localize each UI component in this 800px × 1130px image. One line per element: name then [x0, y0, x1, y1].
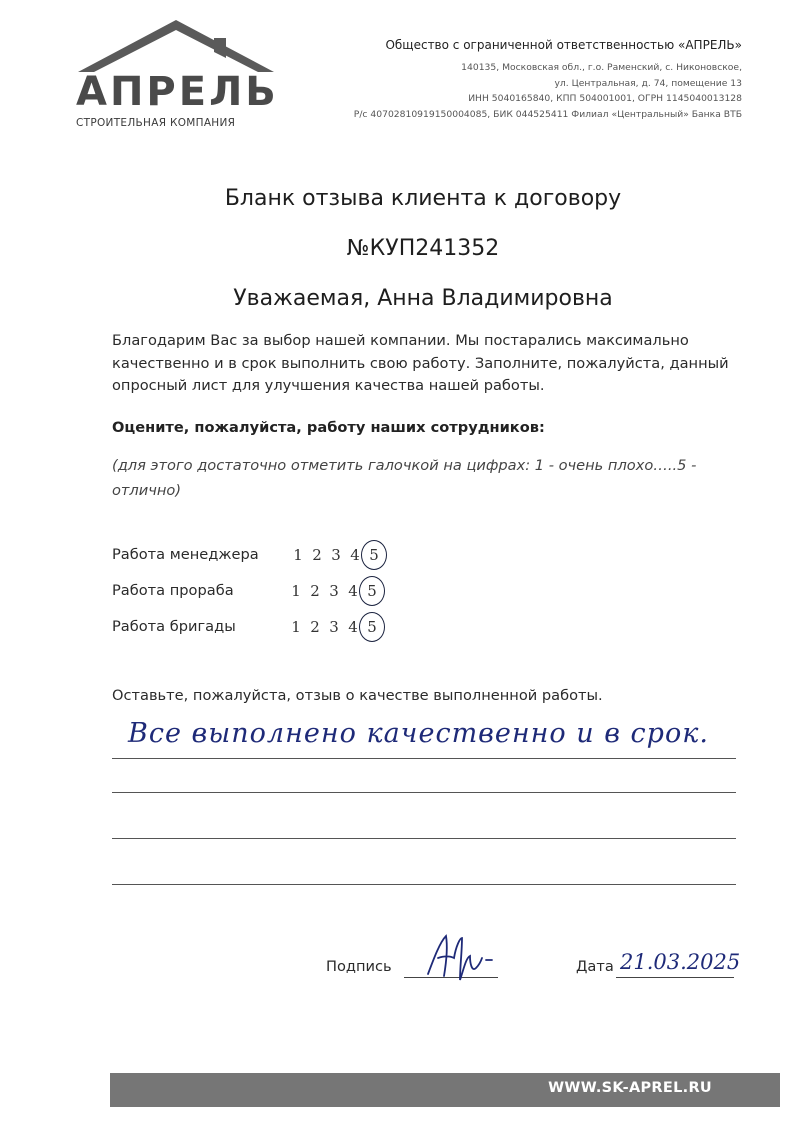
ids-line: ИНН 5040165840, КПП 504001001, ОГРН 1145040013128 [468, 93, 742, 104]
bank-line: Р/с 40702810919150004085, БИК 044525411 Филиал «Центральный» Банка ВТБ [353, 108, 742, 120]
review-prompt: Оставьте, пожалуйста, отзыв о качестве выполненной работы. [112, 687, 603, 704]
address-line-1: 140135, Московская обл., г.о. Раменский, с. Никоновское, [461, 62, 742, 73]
rating-heading: Оцените, пожалуйста, работу наших сотрудников: [112, 419, 545, 436]
website-link[interactable]: WWW.SK-APREL.RU [548, 1080, 712, 1096]
rating-option-5-selected[interactable]: 5 [367, 582, 377, 600]
review-text[interactable]: Все выполнено качественно и в срок. [128, 718, 709, 749]
review-line-4 [112, 884, 736, 885]
rating-option-1[interactable]: 1 [291, 618, 301, 636]
date-label: Дата [576, 958, 614, 975]
rating-label: Работа менеджера [112, 546, 259, 563]
rating-option-2[interactable]: 2 [310, 618, 320, 636]
handwritten-signature [420, 928, 510, 988]
form-title: Бланк отзыва клиента к договору [224, 186, 622, 211]
rating-label: Работа бригады [112, 618, 236, 635]
rating-option-5-selected[interactable]: 5 [369, 546, 379, 564]
rating-label: Работа прораба [112, 582, 234, 599]
company-name: Общество с ограниченной ответственностью «АПРЕЛЬ» [385, 38, 742, 52]
intro-paragraph: Благодарим Вас за выбор нашей компании. Мы постарались максимально качественно и в срок выполнить свою работу. Заполните, пожалуйста, данный опросный лист для улучшения качества нашей работы. [112, 332, 729, 394]
contract-number: №КУП241352 [346, 236, 500, 261]
rating-hint: (для этого достаточно отметить галочкой на цифрах: 1 - очень плохо…..5 - отлично) [112, 457, 697, 499]
address-line-2: ул. Центральная, д. 74, помещение 13 [554, 77, 742, 89]
rating-option-4[interactable]: 4 [348, 582, 358, 600]
rating-option-2[interactable]: 2 [310, 582, 320, 600]
company-logo [76, 14, 279, 129]
rating-option-4[interactable]: 4 [350, 546, 360, 564]
rating-option-4[interactable]: 4 [348, 618, 358, 636]
greeting: Уважаемая, Анна Владимировна [233, 286, 613, 311]
company-requisites [272, 38, 742, 122]
review-line-3 [112, 838, 736, 839]
signature-label: Подпись [326, 958, 392, 975]
rating-option-3[interactable]: 3 [331, 546, 341, 564]
rating-option-5-selected[interactable]: 5 [367, 618, 377, 636]
review-line-2 [112, 792, 736, 793]
rating-option-3[interactable]: 3 [329, 618, 339, 636]
date-value[interactable]: 21.03.2025 [620, 950, 741, 974]
date-line [616, 977, 734, 978]
logo-subtitle: СТРОИТЕЛЬНАЯ КОМПАНИЯ [76, 117, 236, 129]
house-roof-icon [76, 14, 276, 74]
review-line-1 [112, 758, 736, 759]
rating-option-3[interactable]: 3 [329, 582, 339, 600]
logo-name: АПРЕЛЬ [76, 69, 279, 115]
rating-option-1[interactable]: 1 [293, 546, 303, 564]
rating-option-1[interactable]: 1 [291, 582, 301, 600]
rating-option-2[interactable]: 2 [312, 546, 322, 564]
